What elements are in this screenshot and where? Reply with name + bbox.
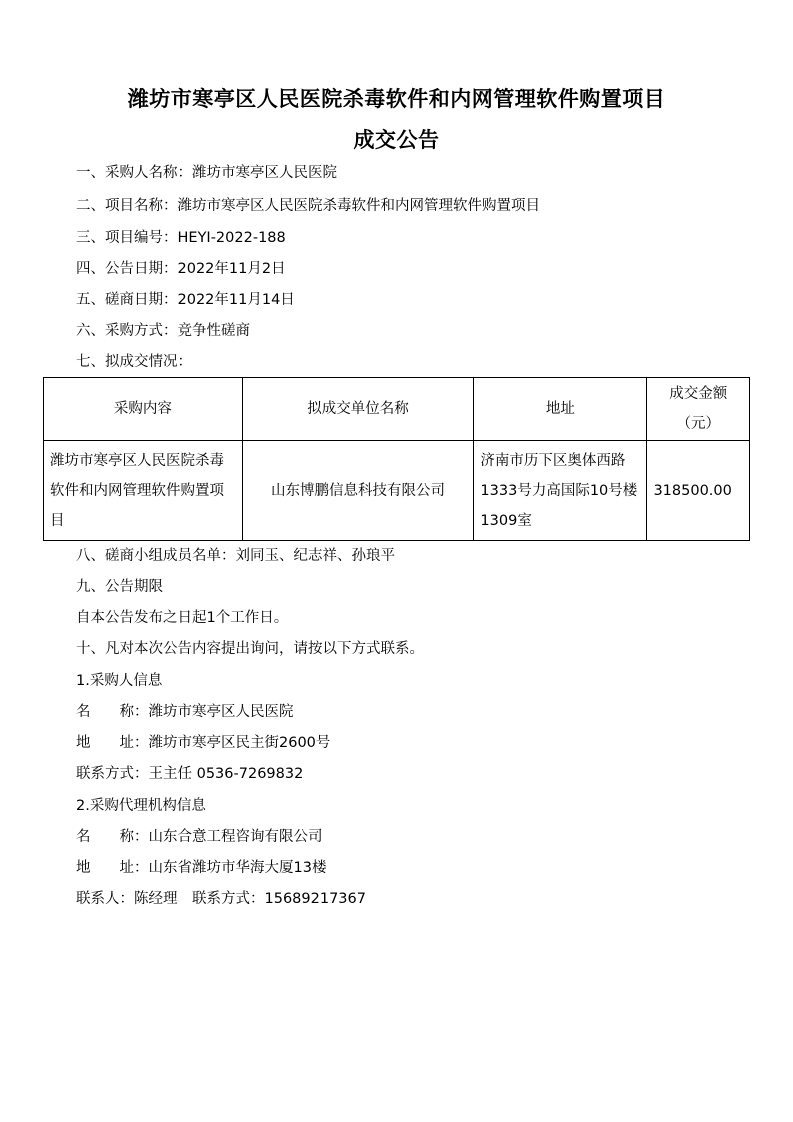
panel-members-line: 八、磋商小组成员名单：刘同玉、纪志祥、孙琅平 [76, 548, 395, 564]
header-address: 地址 [474, 378, 647, 441]
purchaser-info-name-value: 潍坊市寒亭区人民医院 [148, 704, 294, 720]
agency-info-name [76, 827, 323, 847]
cell-address: 济南市历下区奥体西路1333号力高国际10号楼1309室 [474, 441, 647, 541]
page-subtitle: 成交公告 [353, 127, 440, 152]
contact-heading: 十、凡对本次公告内容提出询问，请按以下方式联系。 [76, 641, 424, 657]
header-supplier: 拟成交单位名称 [242, 378, 474, 441]
negotiation-date-line: 五、磋商日期：2022年11月14日 [76, 292, 295, 308]
procurement-method-line: 六、采购方式：竞争性磋商 [76, 323, 250, 339]
purchaser-info-name-label: 名 称： [76, 704, 149, 720]
agency-info-heading: 2.采购代理机构信息 [76, 798, 206, 814]
purchaser-info-heading: 1.采购人信息 [76, 673, 163, 689]
purchaser-info-name [76, 702, 294, 722]
deal-heading-line: 七、拟成交情况： [76, 354, 192, 370]
agency-info-name-value: 山东合意工程咨询有限公司 [148, 829, 323, 845]
agency-info-name-label: 名 称： [76, 829, 149, 845]
agency-info-address [76, 858, 326, 878]
deal-table [43, 377, 750, 541]
table-header-row [44, 378, 750, 441]
purchaser-info-address [76, 733, 330, 753]
header-amount: 成交金额（元） [647, 378, 750, 441]
purchaser-info-contact: 联系方式：王主任 0536-7269832 [76, 766, 304, 782]
agency-info-contact: 联系人：陈经理 联系方式：15689217367 [76, 891, 366, 907]
period-text: 自本公告发布之日起1个工作日。 [76, 610, 289, 626]
purchaser-info-address-value: 潍坊市寒亭区民主街2600号 [148, 735, 331, 751]
agency-info-address-value: 山东省潍坊市华海大厦13楼 [148, 860, 327, 876]
announce-date-line: 四、公告日期：2022年11月2日 [76, 261, 286, 277]
cell-content: 潍坊市寒亭区人民医院杀毒软件和内网管理软件购置项目 [44, 441, 243, 541]
purchaser-name-line: 一、采购人名称：潍坊市寒亭区人民医院 [76, 165, 337, 181]
table-row [44, 441, 750, 541]
project-name-line: 二、项目名称：潍坊市寒亭区人民医院杀毒软件和内网管理软件购置项目 [76, 198, 540, 214]
page-title: 潍坊市寒亭区人民医院杀毒软件和内网管理软件购置项目 [127, 86, 666, 111]
period-heading: 九、公告期限 [76, 579, 163, 595]
project-number-line: 三、项目编号：HEYI-2022-188 [76, 230, 286, 246]
header-content: 采购内容 [44, 378, 243, 441]
agency-info-address-label: 地 址： [76, 860, 149, 876]
cell-amount: 318500.00 [647, 441, 750, 541]
purchaser-info-address-label: 地 址： [76, 735, 149, 751]
cell-supplier: 山东博鹏信息科技有限公司 [242, 441, 474, 541]
